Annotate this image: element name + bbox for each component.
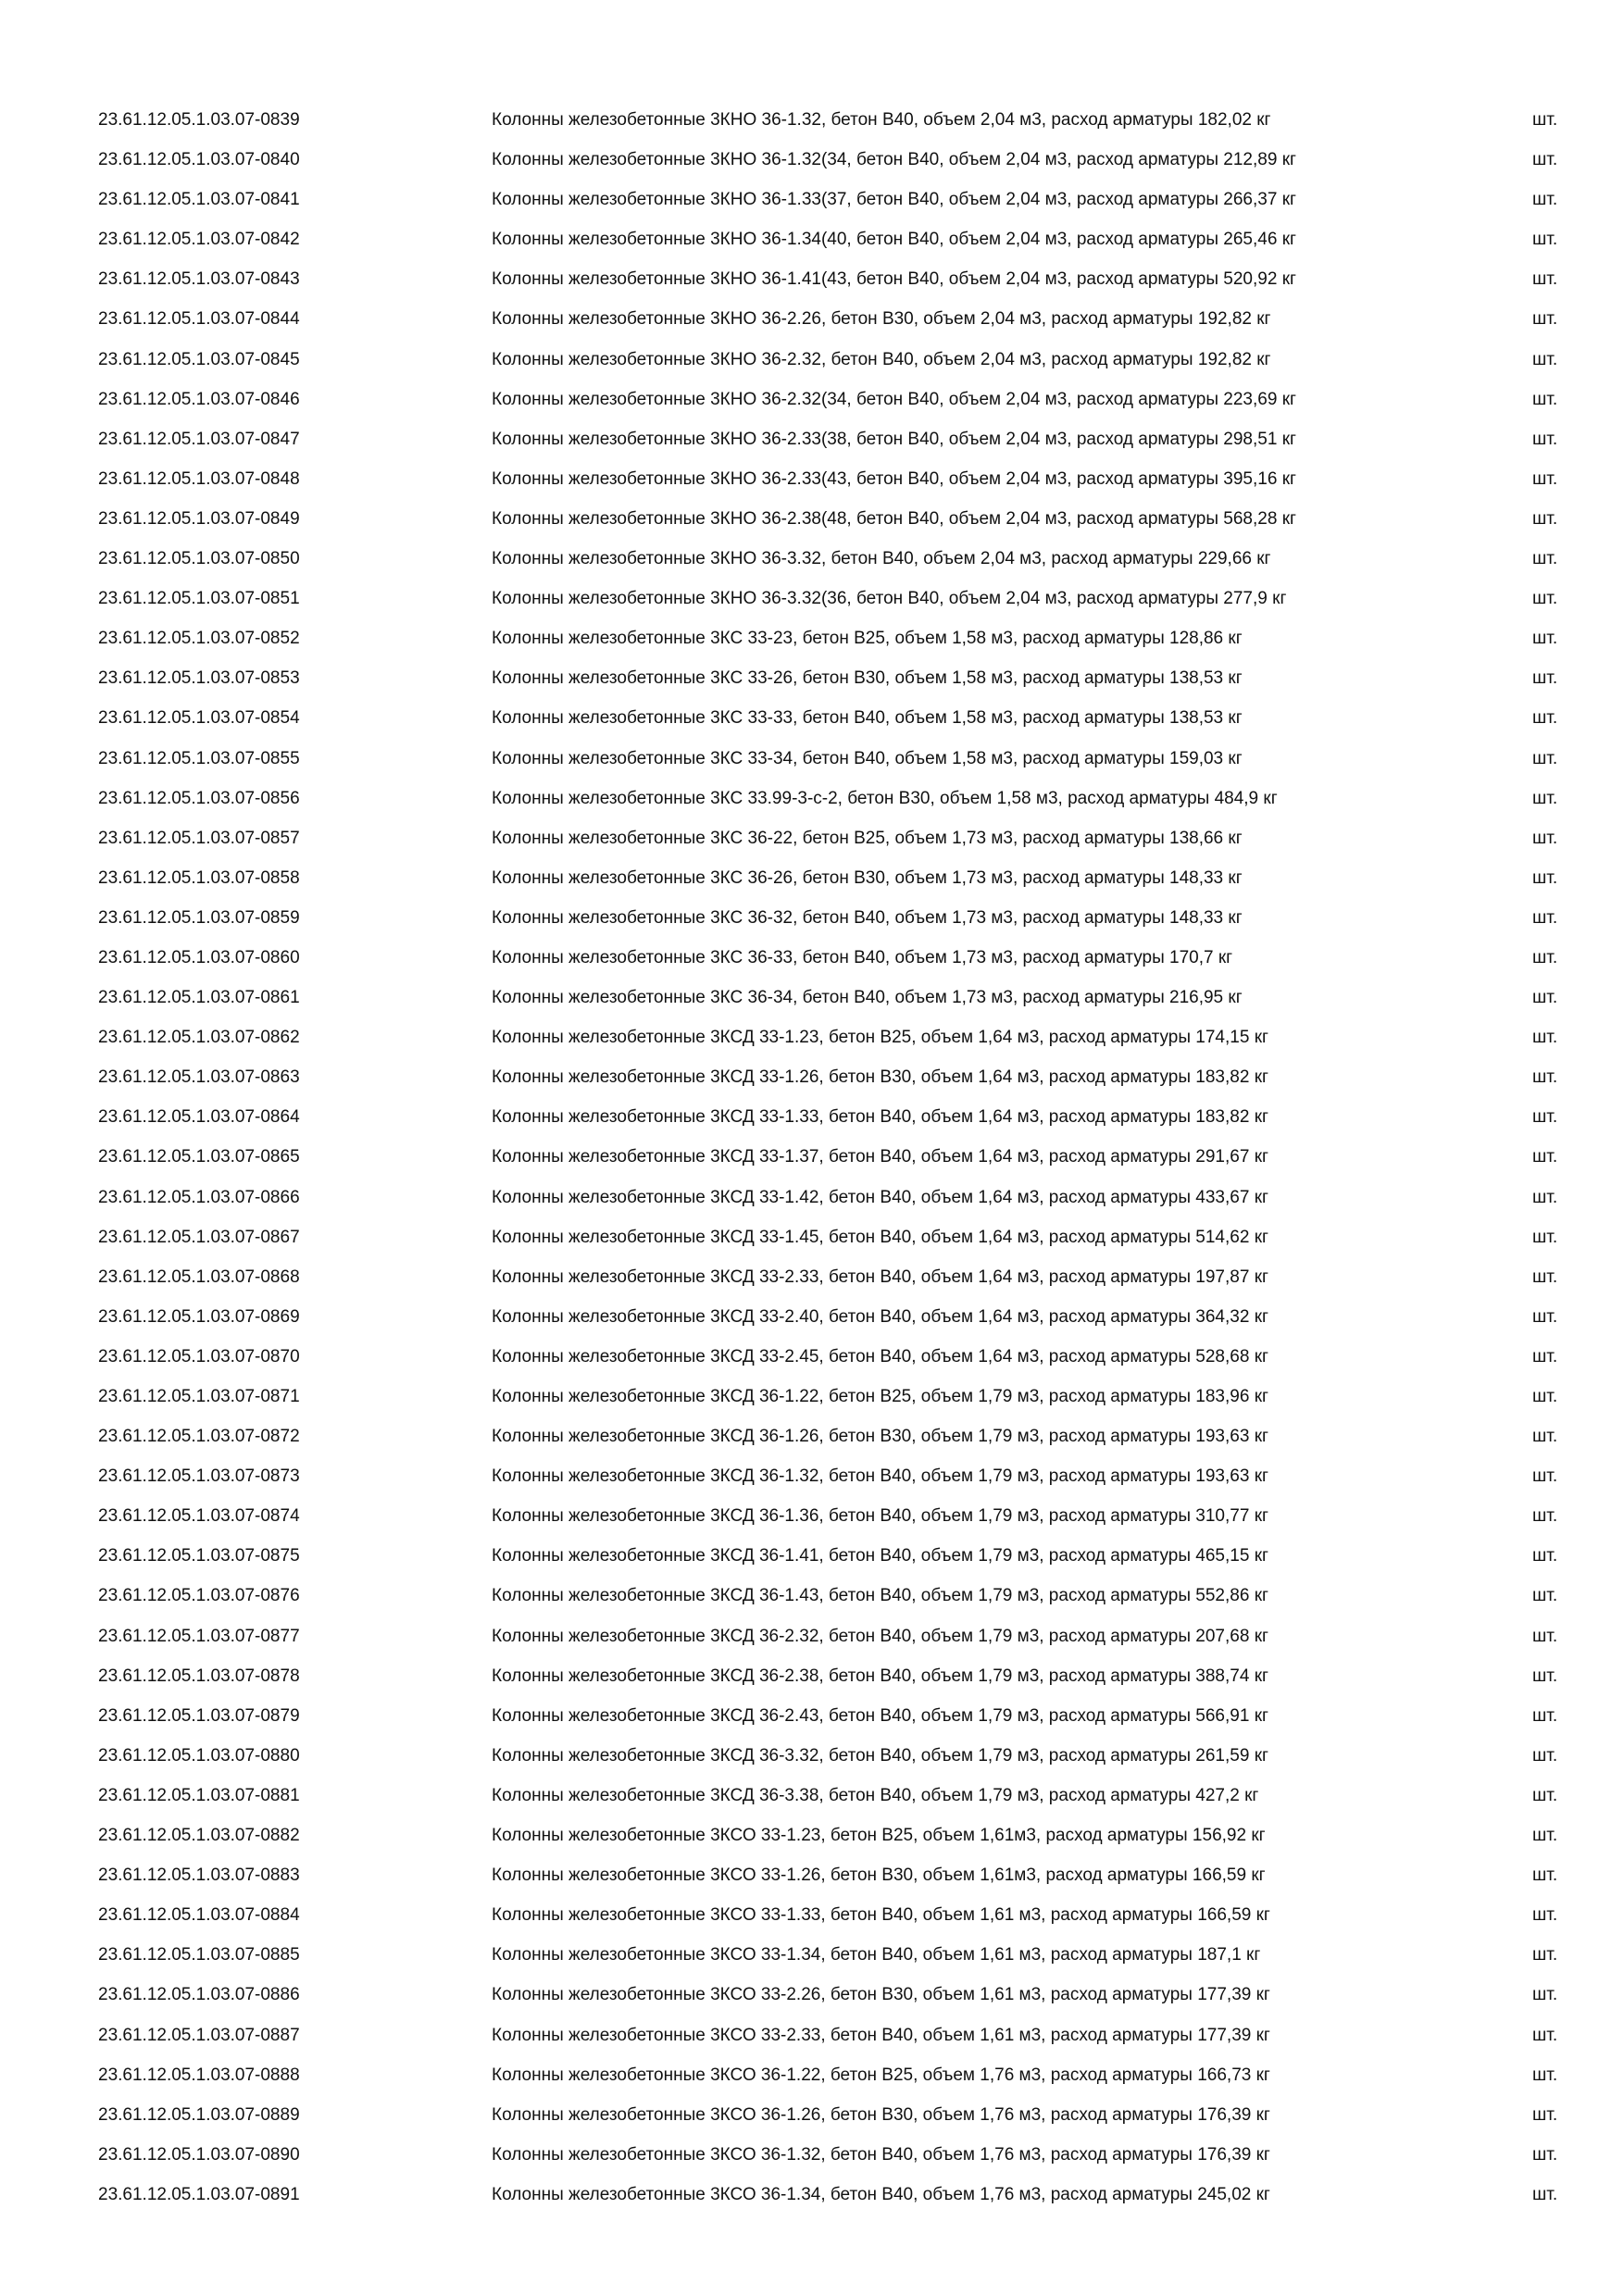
unit-of-measure: шт. (1532, 589, 1558, 609)
unit-of-measure: шт. (1532, 1905, 1558, 1926)
unit-of-measure: шт. (1532, 2104, 1558, 2125)
table-row (0, 219, 1624, 259)
resource-description: Колонны железобетонные 3КСО 36-1.26, бетон В30, объем 1,76 м3, расход арматуры 176,39 кг (492, 2104, 1270, 2125)
table-row (0, 1696, 1624, 1736)
unit-of-measure: шт. (1532, 468, 1558, 489)
resource-description: Колонны железобетонные 3КСД 33-2.33, бетон В40, объем 1,64 м3, расход арматуры 197,87 кг (492, 1267, 1268, 1287)
resource-description: Колонны железобетонные 3КС 36-33, бетон В40, объем 1,73 м3, расход арматуры 170,7 кг (492, 947, 1233, 967)
unit-of-measure: шт. (1532, 1745, 1558, 1766)
unit-of-measure: шт. (1532, 708, 1558, 729)
table-row (0, 938, 1624, 978)
resource-description: Колонны железобетонные 3КСД 36-2.38, бетон В40, объем 1,79 м3, расход арматуры 388,74 кг (492, 1666, 1268, 1686)
resource-description: Колонны железобетонные 3КС 33-26, бетон В30, объем 1,58 м3, расход арматуры 138,53 кг (492, 668, 1243, 689)
table-row (0, 1057, 1624, 1097)
resource-description: Колонны железобетонные 3КСД 33-1.37, бетон В40, объем 1,64 м3, расход арматуры 291,67 кг (492, 1147, 1268, 1167)
resource-code: 23.61.12.05.1.03.07-0876 (98, 1586, 300, 1606)
table-row (0, 1297, 1624, 1337)
resource-description: Колонны железобетонные 3КСО 36-1.32, бетон В40, объем 1,76 м3, расход арматуры 176,39 кг (492, 2144, 1270, 2165)
resource-code: 23.61.12.05.1.03.07-0880 (98, 1745, 300, 1766)
unit-of-measure: шт. (1532, 988, 1558, 1008)
table-row (0, 579, 1624, 618)
unit-of-measure: шт. (1532, 907, 1558, 928)
unit-of-measure: шт. (1532, 508, 1558, 529)
resource-code: 23.61.12.05.1.03.07-0885 (98, 1945, 300, 1965)
unit-of-measure: шт. (1532, 1506, 1558, 1527)
resource-description: Колонны железобетонные 3КНО 36-1.32(34, бетон В40, объем 2,04 м3, расход арматуры 212,89 кг (492, 150, 1296, 170)
resource-code: 23.61.12.05.1.03.07-0845 (98, 349, 300, 369)
table-row (0, 100, 1624, 140)
table-row (0, 1656, 1624, 1696)
resource-code: 23.61.12.05.1.03.07-0855 (98, 748, 300, 768)
unit-of-measure: шт. (1532, 1626, 1558, 1646)
table-row (0, 380, 1624, 419)
resource-code: 23.61.12.05.1.03.07-0884 (98, 1905, 300, 1926)
table-row (0, 2015, 1624, 2055)
resource-code: 23.61.12.05.1.03.07-0840 (98, 150, 300, 170)
resource-code: 23.61.12.05.1.03.07-0881 (98, 1785, 300, 1805)
resource-code: 23.61.12.05.1.03.07-0860 (98, 947, 300, 967)
unit-of-measure: шт. (1532, 1985, 1558, 2005)
resource-description: Колонны железобетонные 3КС 36-26, бетон В30, объем 1,73 м3, расход арматуры 148,33 кг (492, 867, 1243, 888)
table-row (0, 259, 1624, 299)
unit-of-measure: шт. (1532, 1387, 1558, 1406)
resource-code: 23.61.12.05.1.03.07-0882 (98, 1826, 300, 1846)
unit-of-measure: шт. (1532, 1427, 1558, 1447)
resource-code: 23.61.12.05.1.03.07-0890 (98, 2144, 300, 2165)
resource-code: 23.61.12.05.1.03.07-0871 (98, 1387, 300, 1406)
resource-description: Колонны железобетонные 3КНО 36-2.32, бетон В40, объем 2,04 м3, расход арматуры 192,82 кг (492, 349, 1271, 369)
unit-of-measure: шт. (1532, 1945, 1558, 1965)
table-row (0, 779, 1624, 818)
resource-description: Колонны железобетонные 3КНО 36-2.26, бетон В30, объем 2,04 м3, расход арматуры 192,82 кг (492, 309, 1271, 330)
resource-description: Колонны железобетонные 3КСД 36-2.43, бетон В40, объем 1,79 м3, расход арматуры 566,91 кг (492, 1705, 1268, 1726)
table-row (0, 2095, 1624, 2135)
resource-code: 23.61.12.05.1.03.07-0863 (98, 1067, 300, 1088)
resource-description: Колонны железобетонные 3КСД 36-1.32, бетон В40, объем 1,79 м3, расход арматуры 193,63 кг (492, 1466, 1268, 1487)
unit-of-measure: шт. (1532, 788, 1558, 808)
resource-code: 23.61.12.05.1.03.07-0878 (98, 1666, 300, 1686)
resource-description: Колонны железобетонные 3КСД 36-3.32, бетон В40, объем 1,79 м3, расход арматуры 261,59 кг (492, 1745, 1268, 1766)
resource-code: 23.61.12.05.1.03.07-0841 (98, 190, 300, 210)
resource-code: 23.61.12.05.1.03.07-0851 (98, 589, 300, 609)
unit-of-measure: шт. (1532, 828, 1558, 848)
table-row (0, 1616, 1624, 1656)
table-row (0, 1975, 1624, 2015)
resource-code: 23.61.12.05.1.03.07-0873 (98, 1466, 300, 1487)
unit-of-measure: шт. (1532, 1067, 1558, 1088)
resource-description: Колонны железобетонные 3КСО 36-1.22, бетон В25, объем 1,76 м3, расход арматуры 166,73 кг (492, 2065, 1270, 2085)
resource-description: Колонны железобетонные 3КСО 33-1.26, бетон В30, объем 1,61м3, расход арматуры 166,59 кг (492, 1866, 1266, 1886)
resource-description: Колонны железобетонные 3КСО 36-1.34, бетон В40, объем 1,76 м3, расход арматуры 245,02 кг (492, 2184, 1270, 2204)
resource-description: Колонны железобетонные 3КНО 36-2.33(38, бетон В40, объем 2,04 м3, расход арматуры 298,51 кг (492, 429, 1296, 449)
unit-of-measure: шт. (1532, 1028, 1558, 1048)
unit-of-measure: шт. (1532, 190, 1558, 210)
resource-description: Колонны железобетонные 3КСО 33-2.26, бетон В30, объем 1,61 м3, расход арматуры 177,39 кг (492, 1985, 1270, 2005)
resource-description: Колонны железобетонные 3КСД 33-2.40, бетон В40, объем 1,64 м3, расход арматуры 364,32 кг (492, 1306, 1268, 1327)
resource-code: 23.61.12.05.1.03.07-0854 (98, 708, 300, 729)
table-row (0, 539, 1624, 579)
resource-description: Колонны железобетонные 3КС 36-22, бетон В25, объем 1,73 м3, расход арматуры 138,66 кг (492, 828, 1243, 848)
table-row (0, 1257, 1624, 1297)
resource-code: 23.61.12.05.1.03.07-0875 (98, 1546, 300, 1566)
unit-of-measure: шт. (1532, 668, 1558, 689)
table-row (0, 2175, 1624, 2215)
resource-code: 23.61.12.05.1.03.07-0843 (98, 269, 300, 290)
unit-of-measure: шт. (1532, 1826, 1558, 1846)
unit-of-measure: шт. (1532, 2184, 1558, 2204)
table-row (0, 818, 1624, 858)
table-row (0, 739, 1624, 779)
resource-code: 23.61.12.05.1.03.07-0842 (98, 230, 300, 250)
unit-of-measure: шт. (1532, 748, 1558, 768)
resource-description: Колонны железобетонные 3КСО 33-1.33, бетон В40, объем 1,61 м3, расход арматуры 166,59 кг (492, 1905, 1270, 1926)
resource-code: 23.61.12.05.1.03.07-0856 (98, 788, 300, 808)
resource-description: Колонны железобетонные 3КС 36-32, бетон В40, объем 1,73 м3, расход арматуры 148,33 кг (492, 907, 1243, 928)
unit-of-measure: шт. (1532, 629, 1558, 649)
resource-code: 23.61.12.05.1.03.07-0848 (98, 468, 300, 489)
table-row (0, 1855, 1624, 1895)
table-row (0, 1178, 1624, 1217)
unit-of-measure: шт. (1532, 1666, 1558, 1686)
unit-of-measure: шт. (1532, 110, 1558, 130)
unit-of-measure: шт. (1532, 429, 1558, 449)
resource-description: Колонны железобетонные 3КСД 33-1.45, бетон В40, объем 1,64 м3, расход арматуры 514,62 кг (492, 1227, 1268, 1247)
resource-code: 23.61.12.05.1.03.07-0877 (98, 1626, 300, 1646)
resource-code: 23.61.12.05.1.03.07-0886 (98, 1985, 300, 2005)
resource-description: Колонны железобетонные 3КНО 36-2.33(43, бетон В40, объем 2,04 м3, расход арматуры 395,16 кг (492, 468, 1296, 489)
resource-code: 23.61.12.05.1.03.07-0872 (98, 1427, 300, 1447)
resource-code: 23.61.12.05.1.03.07-0867 (98, 1227, 300, 1247)
table-row (0, 299, 1624, 339)
table-row (0, 858, 1624, 898)
table-row (0, 140, 1624, 180)
table-row (0, 1217, 1624, 1257)
table-row (0, 340, 1624, 380)
table-row (0, 1416, 1624, 1456)
resource-code: 23.61.12.05.1.03.07-0857 (98, 828, 300, 848)
table-row (0, 1816, 1624, 1855)
unit-of-measure: шт. (1532, 1147, 1558, 1167)
resource-description: Колонны железобетонные 3КС 33-23, бетон В25, объем 1,58 м3, расход арматуры 128,86 кг (492, 629, 1243, 649)
unit-of-measure: шт. (1532, 2065, 1558, 2085)
resource-description: Колонны железобетонные 3КС 33.99-3-с-2, бетон В30, объем 1,58 м3, расход арматуры 484,9 кг (492, 788, 1278, 808)
resource-description: Колонны железобетонные 3КСД 36-3.38, бетон В40, объем 1,79 м3, расход арматуры 427,2 кг (492, 1785, 1259, 1805)
table-row (0, 658, 1624, 698)
resource-code: 23.61.12.05.1.03.07-0866 (98, 1187, 300, 1207)
table-row (0, 618, 1624, 658)
resource-code: 23.61.12.05.1.03.07-0861 (98, 988, 300, 1008)
resource-description: Колонны железобетонные 3КСД 33-1.42, бетон В40, объем 1,64 м3, расход арматуры 433,67 кг (492, 1187, 1268, 1207)
resource-description: Колонны железобетонные 3КНО 36-2.38(48, бетон В40, объем 2,04 м3, расход арматуры 568,28 кг (492, 508, 1296, 529)
resource-code: 23.61.12.05.1.03.07-0862 (98, 1028, 300, 1048)
unit-of-measure: шт. (1532, 309, 1558, 330)
unit-of-measure: шт. (1532, 2025, 1558, 2045)
resource-description: Колонны железобетонные 3КСД 36-2.32, бетон В40, объем 1,79 м3, расход арматуры 207,68 кг (492, 1626, 1268, 1646)
resource-description: Колонны железобетонные 3КНО 36-3.32(36, бетон В40, объем 2,04 м3, расход арматуры 277,9 кг (492, 589, 1287, 609)
table-row (0, 1895, 1624, 1935)
unit-of-measure: шт. (1532, 1785, 1558, 1805)
table-row (0, 1536, 1624, 1576)
unit-of-measure: шт. (1532, 1267, 1558, 1287)
price-list-table (0, 100, 1624, 2215)
resource-description: Колонны железобетонные 3КСД 36-1.26, бетон В30, объем 1,79 м3, расход арматуры 193,63 кг (492, 1427, 1268, 1447)
resource-description: Колонны железобетонные 3КСД 33-1.23, бетон В25, объем 1,64 м3, расход арматуры 174,15 кг (492, 1028, 1268, 1048)
resource-description: Колонны железобетонные 3КС 33-33, бетон В40, объем 1,58 м3, расход арматуры 138,53 кг (492, 708, 1243, 729)
resource-code: 23.61.12.05.1.03.07-0883 (98, 1866, 300, 1886)
unit-of-measure: шт. (1532, 269, 1558, 290)
resource-code: 23.61.12.05.1.03.07-0847 (98, 429, 300, 449)
resource-code: 23.61.12.05.1.03.07-0889 (98, 2104, 300, 2125)
table-row (0, 1456, 1624, 1496)
table-row (0, 2135, 1624, 2175)
unit-of-measure: шт. (1532, 1227, 1558, 1247)
resource-code: 23.61.12.05.1.03.07-0844 (98, 309, 300, 330)
resource-code: 23.61.12.05.1.03.07-0850 (98, 549, 300, 569)
resource-code: 23.61.12.05.1.03.07-0869 (98, 1306, 300, 1327)
table-row (0, 419, 1624, 459)
unit-of-measure: шт. (1532, 389, 1558, 409)
unit-of-measure: шт. (1532, 1866, 1558, 1886)
resource-description: Колонны железобетонные 3КНО 36-1.41(43, бетон В40, объем 2,04 м3, расход арматуры 520,92 кг (492, 269, 1296, 290)
unit-of-measure: шт. (1532, 150, 1558, 170)
resource-description: Колонны железобетонные 3КСД 36-1.22, бетон В25, объем 1,79 м3, расход арматуры 183,96 кг (492, 1387, 1268, 1406)
unit-of-measure: шт. (1532, 1705, 1558, 1726)
resource-description: Колонны железобетонные 3КСД 36-1.36, бетон В40, объем 1,79 м3, расход арматуры 310,77 кг (492, 1506, 1268, 1527)
unit-of-measure: шт. (1532, 2144, 1558, 2165)
unit-of-measure: шт. (1532, 349, 1558, 369)
resource-code: 23.61.12.05.1.03.07-0887 (98, 2025, 300, 2045)
resource-code: 23.61.12.05.1.03.07-0839 (98, 110, 300, 130)
table-row (0, 978, 1624, 1017)
table-row (0, 459, 1624, 499)
resource-description: Колонны железобетонные 3КСД 33-1.33, бетон В40, объем 1,64 м3, расход арматуры 183,82 кг (492, 1107, 1268, 1128)
resource-code: 23.61.12.05.1.03.07-0853 (98, 668, 300, 689)
table-row (0, 1496, 1624, 1536)
table-row (0, 499, 1624, 539)
unit-of-measure: шт. (1532, 1187, 1558, 1207)
unit-of-measure: шт. (1532, 1346, 1558, 1366)
resource-code: 23.61.12.05.1.03.07-0864 (98, 1107, 300, 1128)
unit-of-measure: шт. (1532, 1466, 1558, 1487)
table-row (0, 1935, 1624, 1975)
resource-description: Колонны железобетонные 3КСО 33-2.33, бетон В40, объем 1,61 м3, расход арматуры 177,39 кг (492, 2025, 1270, 2045)
resource-code: 23.61.12.05.1.03.07-0870 (98, 1346, 300, 1366)
resource-code: 23.61.12.05.1.03.07-0858 (98, 867, 300, 888)
unit-of-measure: шт. (1532, 867, 1558, 888)
resource-description: Колонны железобетонные 3КСД 36-1.43, бетон В40, объем 1,79 м3, расход арматуры 552,86 кг (492, 1586, 1268, 1606)
resource-description: Колонны железобетонные 3КНО 36-1.34(40, бетон В40, объем 2,04 м3, расход арматуры 265,46 кг (492, 230, 1296, 250)
unit-of-measure: шт. (1532, 549, 1558, 569)
unit-of-measure: шт. (1532, 1586, 1558, 1606)
resource-description: Колонны железобетонные 3КНО 36-2.32(34, бетон В40, объем 2,04 м3, расход арматуры 223,69 кг (492, 389, 1296, 409)
table-row (0, 1736, 1624, 1776)
resource-code: 23.61.12.05.1.03.07-0852 (98, 629, 300, 649)
resource-description: Колонны железобетонные 3КСД 36-1.41, бетон В40, объем 1,79 м3, расход арматуры 465,15 кг (492, 1546, 1268, 1566)
table-row (0, 1017, 1624, 1057)
table-row (0, 1337, 1624, 1377)
resource-code: 23.61.12.05.1.03.07-0891 (98, 2184, 300, 2204)
table-row (0, 180, 1624, 219)
unit-of-measure: шт. (1532, 947, 1558, 967)
resource-description: Колонны железобетонные 3КСД 33-1.26, бетон В30, объем 1,64 м3, расход арматуры 183,82 кг (492, 1067, 1268, 1088)
resource-code: 23.61.12.05.1.03.07-0874 (98, 1506, 300, 1527)
resource-description: Колонны железобетонные 3КСД 33-2.45, бетон В40, объем 1,64 м3, расход арматуры 528,68 кг (492, 1346, 1268, 1366)
resource-code: 23.61.12.05.1.03.07-0879 (98, 1705, 300, 1726)
unit-of-measure: шт. (1532, 1306, 1558, 1327)
resource-description: Колонны железобетонные 3КС 33-34, бетон В40, объем 1,58 м3, расход арматуры 159,03 кг (492, 748, 1243, 768)
resource-description: Колонны железобетонные 3КНО 36-1.32, бетон В40, объем 2,04 м3, расход арматуры 182,02 кг (492, 110, 1271, 130)
unit-of-measure: шт. (1532, 1546, 1558, 1566)
table-row (0, 698, 1624, 738)
resource-code: 23.61.12.05.1.03.07-0849 (98, 508, 300, 529)
resource-description: Колонны железобетонные 3КСО 33-1.23, бетон В25, объем 1,61м3, расход арматуры 156,92 кг (492, 1826, 1266, 1846)
table-row (0, 1576, 1624, 1616)
unit-of-measure: шт. (1532, 230, 1558, 250)
resource-code: 23.61.12.05.1.03.07-0859 (98, 907, 300, 928)
table-row (0, 1137, 1624, 1177)
resource-code: 23.61.12.05.1.03.07-0868 (98, 1267, 300, 1287)
resource-code: 23.61.12.05.1.03.07-0888 (98, 2065, 300, 2085)
resource-code: 23.61.12.05.1.03.07-0865 (98, 1147, 300, 1167)
table-row (0, 1776, 1624, 1816)
resource-description: Колонны железобетонные 3КНО 36-3.32, бетон В40, объем 2,04 м3, расход арматуры 229,66 кг (492, 549, 1271, 569)
resource-code: 23.61.12.05.1.03.07-0846 (98, 389, 300, 409)
table-row (0, 1377, 1624, 1416)
table-row (0, 2055, 1624, 2095)
resource-description: Колонны железобетонные 3КС 36-34, бетон В40, объем 1,73 м3, расход арматуры 216,95 кг (492, 988, 1243, 1008)
table-row (0, 1097, 1624, 1137)
resource-description: Колонны железобетонные 3КНО 36-1.33(37, бетон В40, объем 2,04 м3, расход арматуры 266,37 кг (492, 190, 1296, 210)
resource-description: Колонны железобетонные 3КСО 33-1.34, бетон В40, объем 1,61 м3, расход арматуры 187,1 кг (492, 1945, 1261, 1965)
unit-of-measure: шт. (1532, 1107, 1558, 1128)
table-row (0, 898, 1624, 938)
